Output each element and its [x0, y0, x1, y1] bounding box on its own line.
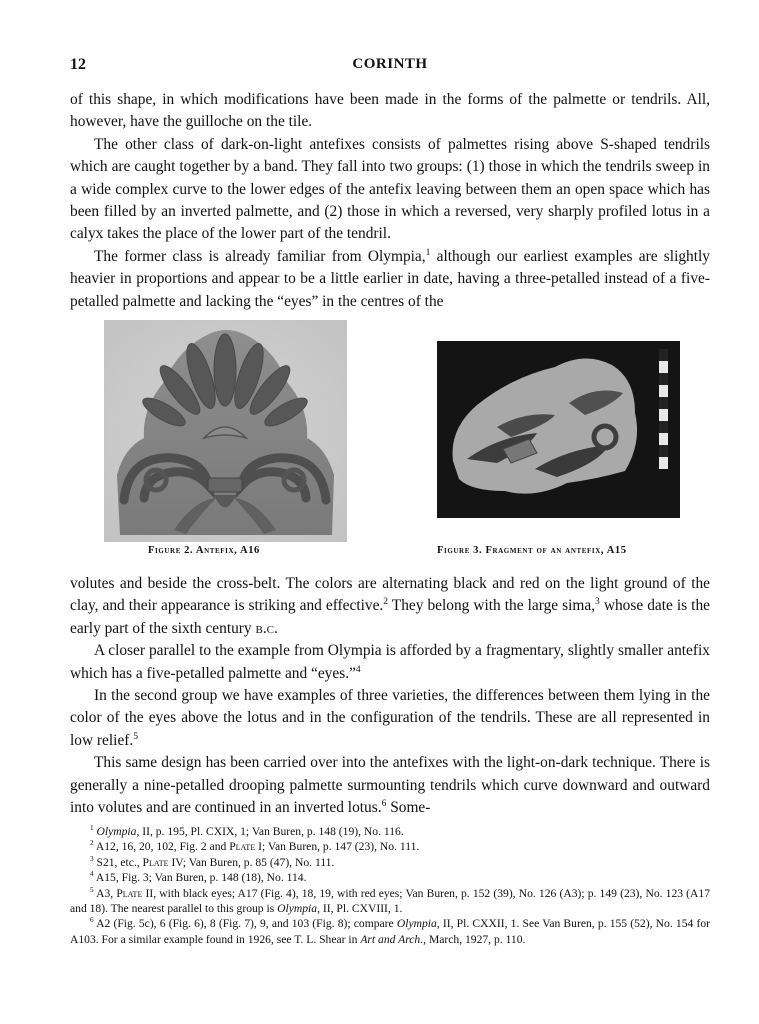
- footnote-ref[interactable]: 2: [383, 596, 389, 608]
- plate-label: Plate: [229, 840, 256, 854]
- footnotes: [70, 824, 710, 947]
- paragraph-text: although our earliest examples are slightly heavier in proportions and appear to be a little earlier in date, having a three-petalled instead of a five-petalled palmette and lacking the “eyes” in the centres of the: [70, 247, 710, 310]
- footnote-number: 1: [90, 824, 94, 833]
- figure-2-photo: [104, 320, 347, 542]
- journal-title: Art and Arch.: [360, 932, 424, 946]
- footnote-text: A15, Fig. 3; Van Buren, p. 148 (18), No. 114.: [95, 871, 307, 885]
- footnote-ref[interactable]: 1: [425, 246, 431, 258]
- footnote-text: IV; Van Buren, p. 85 (47), No. 111.: [168, 855, 335, 869]
- body-text-top: [70, 89, 710, 313]
- footnote: [70, 886, 710, 917]
- footnote: [70, 824, 710, 839]
- page-number: 12: [70, 56, 86, 73]
- figure-2-caption: Figure 2. Antefix, A16: [148, 545, 260, 556]
- footnote-text: A2 (Fig. 5c), 6 (Fig. 6), 8 (Fig. 7), 9, and 103 (Fig. 8); compare: [96, 917, 397, 931]
- paragraph: [70, 246, 710, 313]
- footnote: [70, 870, 710, 885]
- paragraph-text: The former class is already familiar from Olympia,: [94, 247, 426, 265]
- running-title: CORINTH: [352, 56, 428, 72]
- journal-title: Olympia: [277, 902, 318, 916]
- journal-title: Olympia: [396, 917, 437, 931]
- footnote-text: I; Van Buren, p. 147 (23), No. 111.: [255, 840, 420, 854]
- paragraph: The other class of dark-on-light antefixes consists of palmettes rising above S-shaped tendrils which are caught together by a band. They fall into two groups: (1) those in which the tendrils sweep in a wide complex curve to the lower edges of the antefix leaving between them an open space which has been filled by an inverted palmette, and (2) those in which a reversed, very sharply profiled lotus in a calyx takes the place of the lower part of the tendril.: [70, 135, 710, 243]
- footnote: [70, 839, 710, 854]
- paragraph-text: They belong with the large sima,: [388, 597, 596, 615]
- paragraph-text: Some-: [386, 799, 431, 817]
- figure-3-caption: Figure 3. Fragment of an antefix, A15: [437, 545, 627, 556]
- antefix-fragment-photo: [437, 341, 680, 518]
- paragraph-text: A closer parallel to the example from Olympia is afforded by a fragmentary, slightly smaller antefix which has a five-petalled palmette and “eyes.”: [70, 642, 710, 682]
- paragraph-text: In the second group we have examples of three varieties, the differences between them lying in the color of the eyes above the lotus and in the configuration of the tendrils. These are all represented in low relief.: [70, 687, 710, 749]
- footnote-text: A3,: [96, 886, 117, 900]
- footnote: [70, 916, 710, 947]
- footnote-text: , II, p. 195, Pl. CXIX, 1; Van Buren, p. 148 (19), No. 116.: [136, 825, 404, 838]
- footnote-text: S21, etc.,: [96, 855, 143, 869]
- footnote-number: 3: [90, 854, 94, 863]
- footnote-number: 5: [90, 885, 94, 894]
- paragraph: [70, 573, 710, 640]
- figure-3-photo: [437, 341, 680, 518]
- paragraph: of this shape, in which modifications have been made in the forms of the palmette or tendrils. All, however, have the guilloche on the tile.: [70, 91, 710, 131]
- footnote-ref[interactable]: 4: [355, 663, 361, 675]
- footnote-text: , II, Pl. CXVIII, 1.: [317, 902, 403, 916]
- journal-title: Olympia: [96, 825, 137, 838]
- page-header: [70, 56, 710, 78]
- footnote-ref[interactable]: 5: [133, 730, 139, 742]
- footnote-text: , II, Pl. CXXII, 1. See Van Buren, p. 155 (52), No. 154 for A103. For a similar example found in 1926, see T. L. Shear in: [70, 917, 710, 946]
- footnote-number: 6: [90, 916, 94, 925]
- footnote-ref[interactable]: 6: [381, 797, 387, 809]
- footnote: [70, 855, 710, 870]
- paragraph-text: whose date is the early part of the sixth century: [70, 597, 710, 637]
- paragraph-text: volutes and beside the cross-belt. The colors are alternating black and red on the light ground of the clay, and their appearance is striking and effective.: [70, 575, 710, 615]
- plate-label: Plate: [116, 886, 143, 900]
- footnote-number: 4: [90, 870, 94, 879]
- paragraph: [70, 640, 710, 685]
- footnote-text: , March, 1927, p. 110.: [423, 932, 526, 946]
- body-text-bottom: [70, 573, 710, 819]
- plate-label: Plate: [142, 855, 169, 869]
- footnote-ref[interactable]: 3: [595, 596, 600, 608]
- footnote-text: A12, 16, 20, 102, Fig. 2 and: [95, 840, 230, 854]
- antefix-photo: [104, 320, 347, 542]
- paragraph-text: This same design has been carried over into the antefixes with the light-on-dark technique. There is generally a nine-petalled drooping palmette surmounting tendrils which curve downward and outward into volutes and are continued in an inverted lotus.: [70, 754, 710, 817]
- paragraph: [70, 685, 710, 752]
- paragraph: [70, 752, 710, 819]
- era-abbrev: b.c.: [255, 619, 278, 637]
- footnote-text: II, with black eyes; A17 (Fig. 4), 18, 19, with red eyes; Van Buren, p. 152 (39), No. 126 (A3); p. 149 (23), No. 123 (A17 and 18). The nearest parallel to this group is: [70, 886, 711, 916]
- footnote-number: 2: [90, 839, 94, 848]
